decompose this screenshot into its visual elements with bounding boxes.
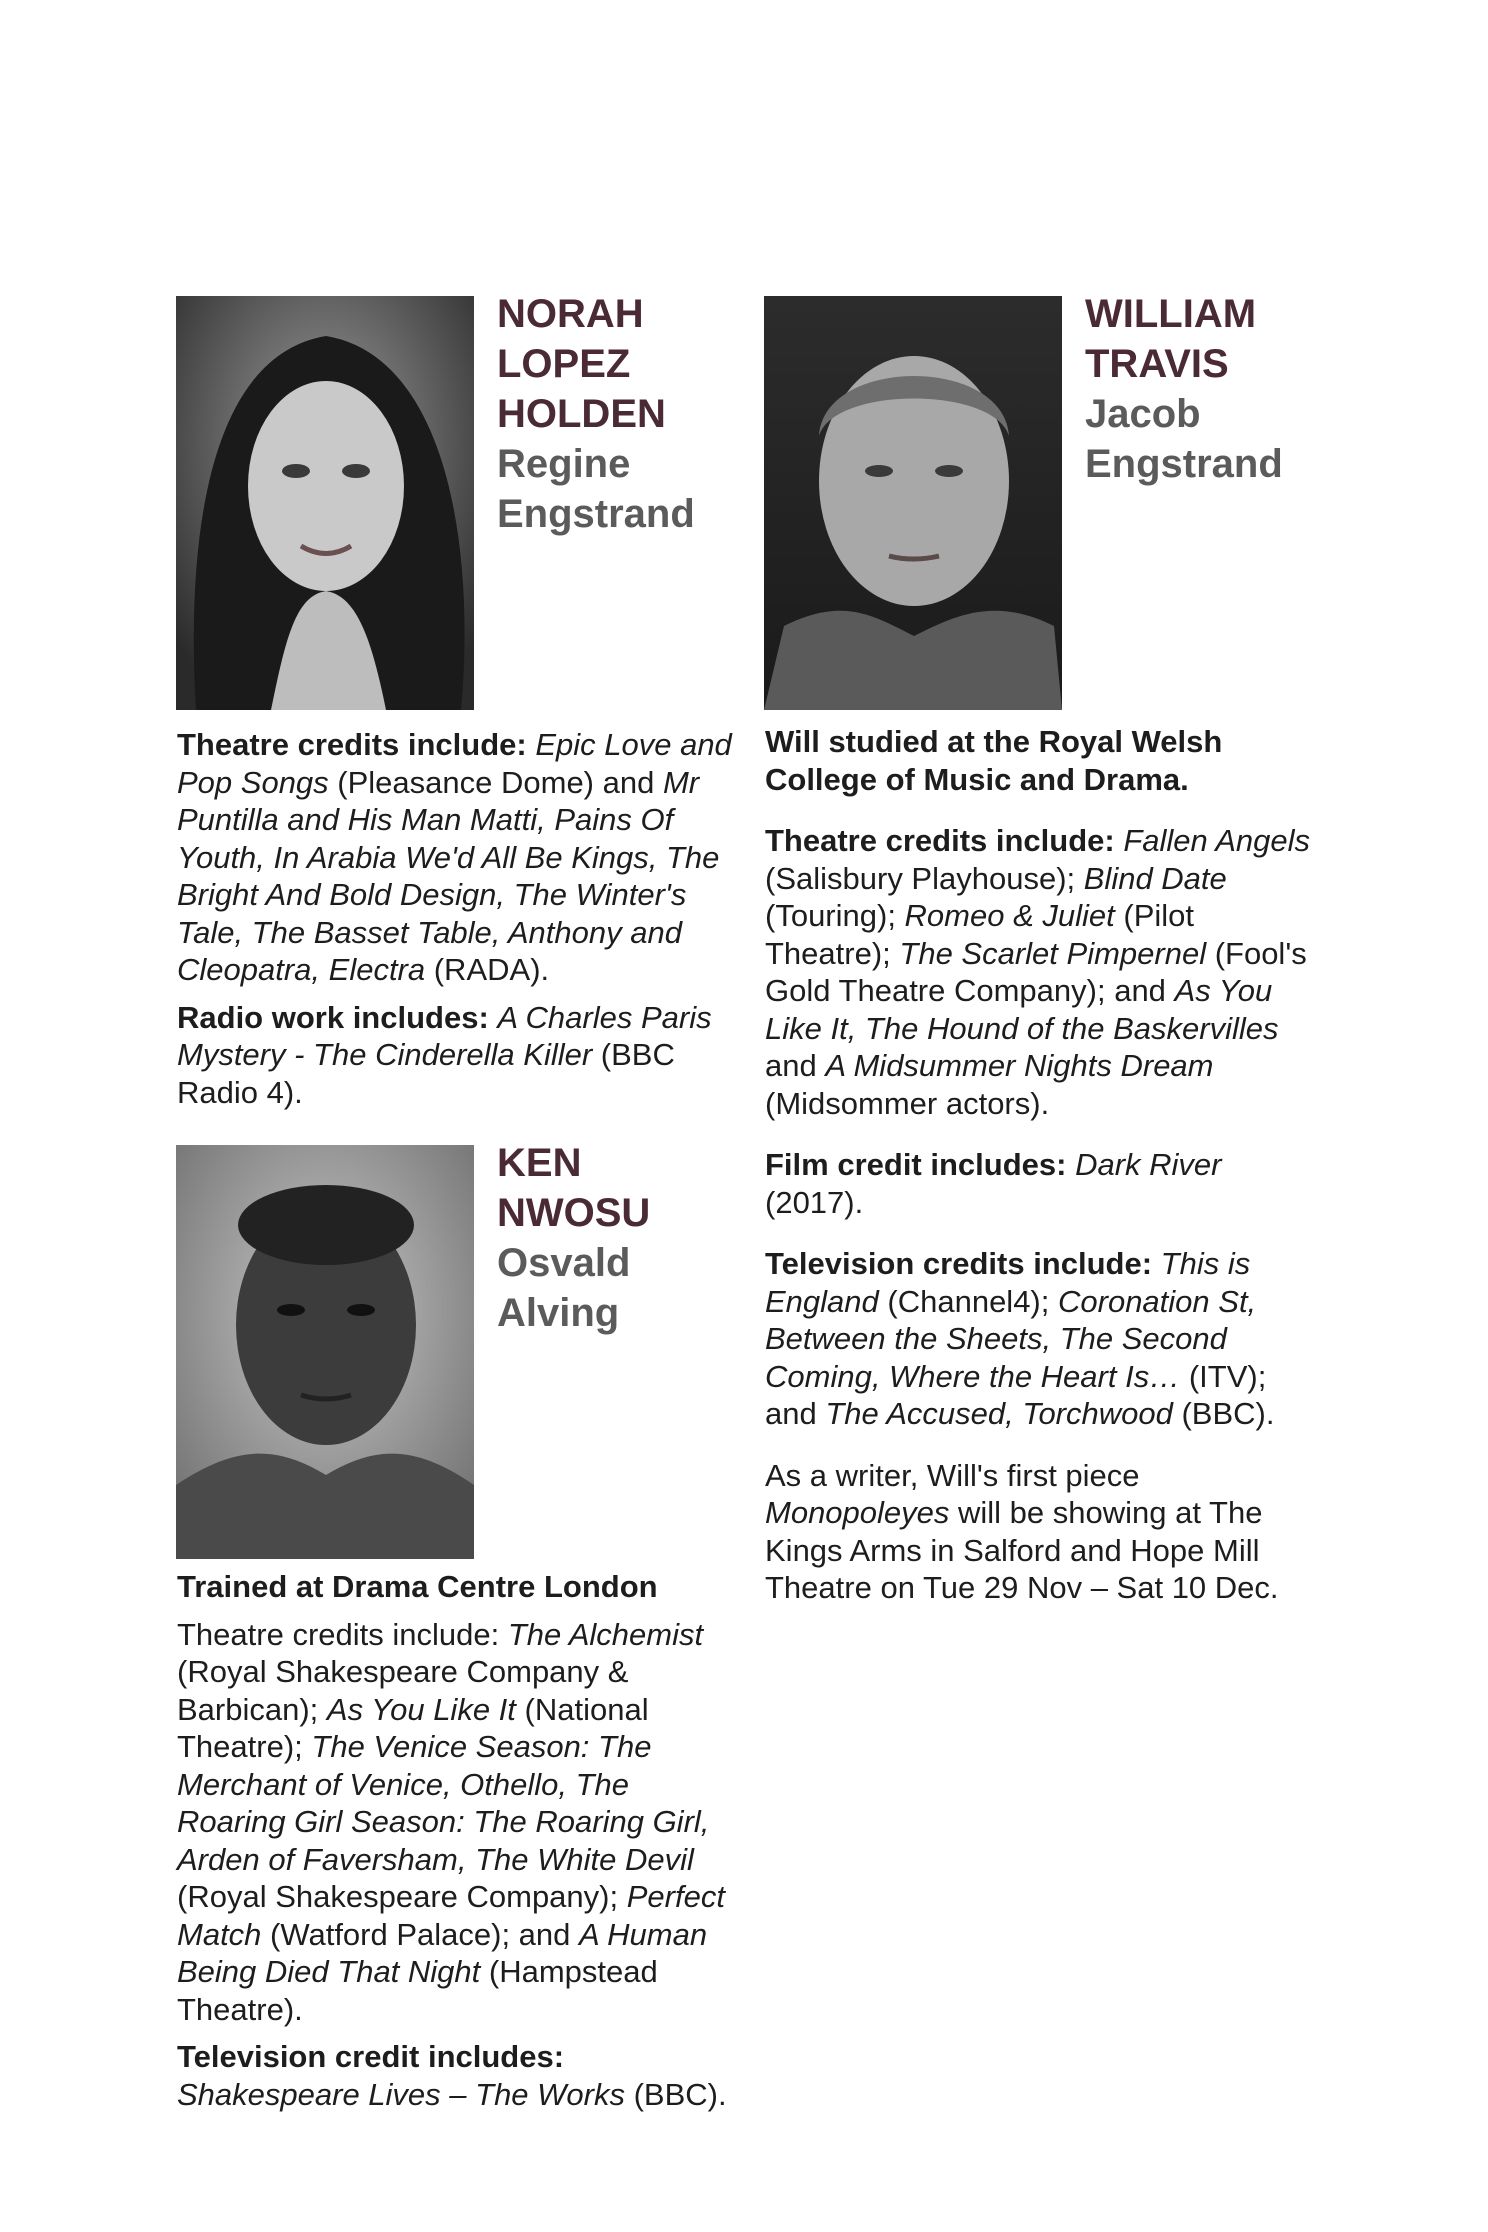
bio-text: (BBC). xyxy=(625,2076,727,2112)
headshot-norah-lopez-holden xyxy=(176,296,474,710)
bio-text: (RADA). xyxy=(425,952,550,987)
bio-paragraph xyxy=(177,726,737,989)
bio-title-text: The Scarlet Pimpernel xyxy=(899,935,1207,971)
bio-title-text: Fallen Angels xyxy=(1123,823,1311,858)
bio-text: (2017). xyxy=(765,1184,864,1220)
actor-name-line: KEN xyxy=(497,1141,582,1185)
bio-title-text: Shakespeare Lives – The Works xyxy=(177,2076,625,2112)
bio-heading-text: Will studied at the Royal Welsh College of Music and Drama. xyxy=(765,724,1223,797)
bio-title-text: A Midsummer Nights Dream xyxy=(825,1048,1214,1083)
bio-title-text: The Accused, Torchwood xyxy=(825,1396,1173,1431)
actor-name-line: NWOSU xyxy=(497,1191,651,1235)
bio-text: (Hampstead Theatre). xyxy=(177,1954,658,2027)
bio-heading-text: Theatre credits include: xyxy=(177,727,536,762)
headshot-william-travis xyxy=(764,296,1062,710)
bio-text: (Royal Shakespeare Company & Barbican); xyxy=(177,1654,629,1727)
actor-bio-norah xyxy=(177,726,737,1111)
bio-paragraph xyxy=(765,822,1325,1122)
bio-heading-text: Theatre credits include: xyxy=(765,823,1124,858)
bio-title-text: Dark River xyxy=(1075,1147,1222,1182)
bio-paragraph xyxy=(765,1245,1325,1433)
actor-name-line: HOLDEN xyxy=(497,392,666,436)
bio-text: (Touring); xyxy=(765,898,905,933)
bio-title-text: Monopoleyes xyxy=(765,1495,950,1530)
actor-bio-william xyxy=(765,723,1325,1607)
bio-text: (Watford Palace); and xyxy=(261,1916,580,1952)
character-name-line: Regine xyxy=(497,442,631,486)
headshot-ken-nwosu xyxy=(176,1145,474,1559)
bio-title-text: Mr Puntilla and His Man Matti, Pains Of Youth, In Arabia We'd All Be Kings, The Bright And Bold Design, The Winter's Tale, The Basset Table, Anthony and Cleopatra, Electra xyxy=(177,764,720,987)
bio-paragraph xyxy=(177,1616,737,2029)
bio-text: (Pilot Theatre); xyxy=(765,898,1195,971)
character-name-line: Osvald xyxy=(497,1241,631,1285)
bio-text: Theatre credits include: xyxy=(177,1616,508,1652)
actor-bio-ken xyxy=(177,1568,737,2113)
bio-text: (BBC Radio 4). xyxy=(177,1037,675,1110)
bio-paragraph xyxy=(177,2038,737,2113)
bio-title-text: As You Like It xyxy=(326,1691,516,1727)
character-name-line: Engstrand xyxy=(497,492,695,536)
bio-paragraph xyxy=(765,723,1325,798)
actor-heading-norah xyxy=(497,289,695,539)
bio-text: As a writer, Will's first piece xyxy=(765,1457,1140,1493)
bio-text: (Channel4); xyxy=(878,1283,1058,1319)
bio-text: (Fool's Gold Theatre Company); and xyxy=(765,935,1307,1008)
bio-text: (Pleasance Dome) and xyxy=(328,764,663,800)
character-name-line: Engstrand xyxy=(1085,442,1283,486)
bio-heading-text: Film credit includes: xyxy=(765,1147,1076,1182)
actor-name-line: WILLIAM xyxy=(1085,292,1257,336)
bio-title-text: Romeo & Juliet xyxy=(904,898,1115,933)
actor-heading-william xyxy=(1085,289,1283,489)
bio-heading-text: Television credits include: xyxy=(765,1246,1161,1281)
bio-paragraph xyxy=(765,1457,1325,1607)
bio-title-text: The Alchemist xyxy=(507,1616,704,1652)
bio-title-text: This is England xyxy=(765,1246,1251,1319)
actor-name-line: NORAH xyxy=(497,292,644,336)
character-name-line: Alving xyxy=(497,1291,620,1335)
actor-heading-ken xyxy=(497,1138,650,1338)
bio-title-text: A Human Being Died That Night xyxy=(177,1916,708,1989)
bio-paragraph xyxy=(177,1568,737,1606)
bio-title-text: A Charles Paris Mystery - The Cinderella Killer xyxy=(177,999,712,1072)
bio-text: (Midsommer actors). xyxy=(765,1085,1050,1121)
bio-heading-text: Television credit includes: xyxy=(177,2039,565,2074)
bio-text: (National Theatre); xyxy=(177,1691,649,1764)
bio-title-text: Perfect Match xyxy=(177,1879,725,1952)
character-name-line: Jacob xyxy=(1085,392,1201,436)
actor-name-line: LOPEZ xyxy=(497,342,631,386)
bio-heading-text: Radio work includes: xyxy=(177,999,498,1035)
bio-title-text: Coronation St, Between the Sheets, The Second Coming, Where the Heart Is… xyxy=(765,1283,1257,1394)
bio-title-text: Blind Date xyxy=(1083,860,1227,896)
bio-heading-text: Trained at Drama Centre London xyxy=(177,1569,658,1604)
bio-text: will be showing at The Kings Arms in Salford and Hope Mill Theatre on Tue 29 Nov – Sat 10 Dec. xyxy=(765,1495,1279,1605)
bio-text: (ITV); and xyxy=(765,1358,1267,1431)
bio-title-text: Epic Love and Pop Songs xyxy=(177,727,732,800)
bio-text: and xyxy=(765,1048,826,1083)
bio-text: (Royal Shakespeare Company); xyxy=(177,1879,627,1914)
actor-name-line: TRAVIS xyxy=(1085,342,1229,386)
bio-text: (BBC). xyxy=(1172,1396,1275,1431)
bio-text: (Salisbury Playhouse); xyxy=(765,860,1084,896)
bio-title-text: As You Like It, The Hound of the Baskervilles xyxy=(765,973,1279,1046)
bio-title-text: The Venice Season: The Merchant of Venice, Othello, The Roaring Girl Season: The Roaring Girl, Arden of Faversham, The White Devil xyxy=(177,1729,710,1877)
bio-paragraph xyxy=(765,1146,1325,1221)
bio-paragraph xyxy=(177,999,737,1112)
